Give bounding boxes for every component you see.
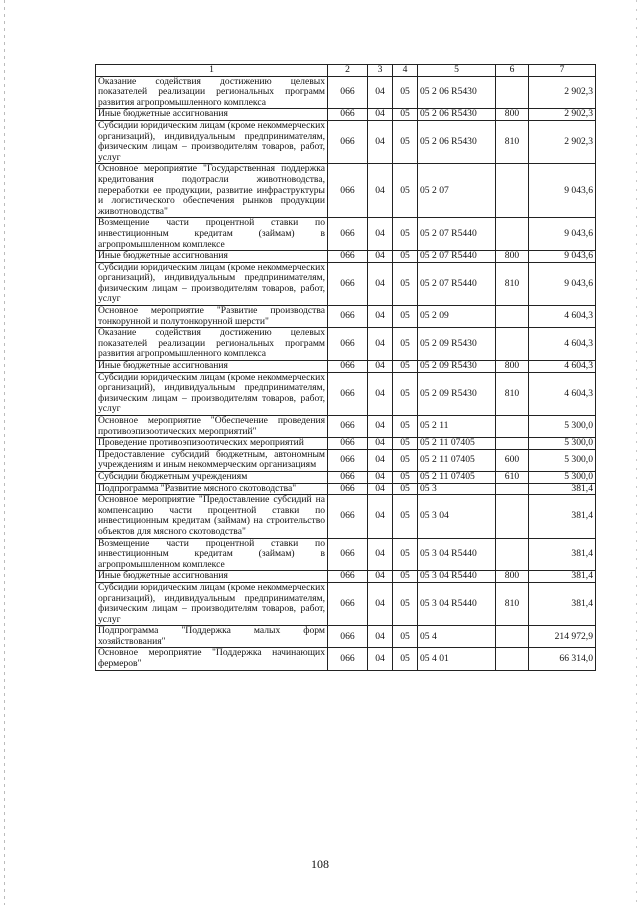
section-code-cell: 04 (368, 495, 393, 538)
row-name-cell: Проведение противоэпизоотических мероприятий (96, 438, 328, 450)
subsection-code-cell: 05 (393, 328, 418, 361)
table-row (96, 582, 596, 625)
ministry-code-cell: 066 (328, 262, 368, 305)
expense-type-cell: 800 (496, 251, 529, 263)
column-number: 5 (418, 65, 496, 77)
table-row (96, 109, 596, 121)
table-row (96, 471, 596, 483)
expense-type-cell: 600 (496, 449, 529, 471)
subsection-code-cell: 05 (393, 495, 418, 538)
amount-cell: 4 604,3 (529, 372, 596, 415)
target-article-cell: 05 2 11 07405 (418, 449, 496, 471)
subsection-code-cell: 05 (393, 120, 418, 163)
row-name-cell: Основное мероприятие "Развитие производства тонкорунной и полутонкорунной шерсти" (96, 306, 328, 328)
column-number: 7 (529, 65, 596, 77)
table-row (96, 372, 596, 415)
ministry-code-cell: 066 (328, 306, 368, 328)
amount-cell: 5 300,0 (529, 471, 596, 483)
table-row (96, 251, 596, 263)
ministry-code-cell: 066 (328, 218, 368, 251)
table-row (96, 416, 596, 438)
subsection-code-cell: 05 (393, 483, 418, 495)
expense-type-cell (496, 76, 529, 109)
section-code-cell: 04 (368, 449, 393, 471)
target-article-cell: 05 2 09 R5430 (418, 361, 496, 373)
ministry-code-cell: 066 (328, 626, 368, 648)
target-article-cell: 05 3 04 R5440 (418, 582, 496, 625)
target-article-cell: 05 2 07 R5440 (418, 262, 496, 305)
target-article-cell: 05 3 04 R5440 (418, 538, 496, 571)
subsection-code-cell: 05 (393, 582, 418, 625)
amount-cell: 9 043,6 (529, 262, 596, 305)
target-article-cell: 05 2 11 (418, 416, 496, 438)
row-name-cell: Основное мероприятие "Поддержка начинающих фермеров" (96, 648, 328, 670)
amount-cell: 381,4 (529, 538, 596, 571)
table-row (96, 262, 596, 305)
column-number: 1 (96, 65, 328, 77)
row-name-cell: Подпрограмма "Поддержка малых форм хозяйствования" (96, 626, 328, 648)
row-name-cell: Иные бюджетные ассигнования (96, 251, 328, 263)
table-row (96, 120, 596, 163)
table-row (96, 626, 596, 648)
section-code-cell: 04 (368, 328, 393, 361)
scan-edge-right (636, 0, 637, 905)
ministry-code-cell: 066 (328, 328, 368, 361)
amount-cell: 9 043,6 (529, 251, 596, 263)
row-name-cell: Подпрограмма "Развитие мясного скотоводства" (96, 483, 328, 495)
row-name-cell: Основное мероприятие "Государственная поддержка кредитования подотрасли животноводства, переработки ее продукции, развитие инфраструктуры и логистического обеспечения рынков продукции животноводства" (96, 164, 328, 218)
row-name-cell: Иные бюджетные ассигнования (96, 571, 328, 583)
table-row (96, 538, 596, 571)
subsection-code-cell: 05 (393, 626, 418, 648)
amount-cell: 66 314,0 (529, 648, 596, 670)
table-row (96, 306, 596, 328)
ministry-code-cell: 066 (328, 582, 368, 625)
row-name-cell: Субсидии юридическим лицам (кроме некоммерческих организаций), индивидуальным предпринимателям, физическим лицам – производителям товаров, работ, услуг (96, 262, 328, 305)
row-name-cell: Субсидии юридическим лицам (кроме некоммерческих организаций), индивидуальным предпринимателям, физическим лицам – производителям товаров, работ, услуг (96, 120, 328, 163)
expense-type-cell: 810 (496, 582, 529, 625)
subsection-code-cell: 05 (393, 164, 418, 218)
amount-cell: 5 300,0 (529, 438, 596, 450)
ministry-code-cell: 066 (328, 571, 368, 583)
section-code-cell: 04 (368, 372, 393, 415)
ministry-code-cell: 066 (328, 416, 368, 438)
table-row (96, 449, 596, 471)
table-row (96, 438, 596, 450)
amount-cell: 4 604,3 (529, 306, 596, 328)
section-code-cell: 04 (368, 109, 393, 121)
expense-type-cell: 800 (496, 571, 529, 583)
subsection-code-cell: 05 (393, 438, 418, 450)
row-name-cell: Оказание содействия достижению целевых показателей реализации региональных программ развития агропромышленного комплекса (96, 328, 328, 361)
amount-cell: 4 604,3 (529, 361, 596, 373)
row-name-cell: Иные бюджетные ассигнования (96, 361, 328, 373)
section-code-cell: 04 (368, 262, 393, 305)
expense-type-cell: 810 (496, 120, 529, 163)
subsection-code-cell: 05 (393, 251, 418, 263)
section-code-cell: 04 (368, 218, 393, 251)
ministry-code-cell: 066 (328, 164, 368, 218)
target-article-cell: 05 2 09 R5430 (418, 328, 496, 361)
row-name-cell: Основное мероприятие "Предоставление субсидий на компенсацию части процентной ставки по инвестиционным кредитам (займам) на строительство объектов для мясного скотоводства" (96, 495, 328, 538)
expense-type-cell: 810 (496, 372, 529, 415)
row-name-cell: Оказание содействия достижению целевых показателей реализации региональных программ развития агропромышленного комплекса (96, 76, 328, 109)
target-article-cell: 05 2 11 07405 (418, 471, 496, 483)
ministry-code-cell: 066 (328, 109, 368, 121)
amount-cell: 9 043,6 (529, 164, 596, 218)
column-number: 4 (393, 65, 418, 77)
budget-table (95, 64, 596, 671)
subsection-code-cell: 05 (393, 571, 418, 583)
target-article-cell: 05 2 06 R5430 (418, 120, 496, 163)
target-article-cell: 05 2 06 R5430 (418, 76, 496, 109)
amount-cell: 5 300,0 (529, 449, 596, 471)
expense-type-cell (496, 328, 529, 361)
amount-cell: 214 972,9 (529, 626, 596, 648)
subsection-code-cell: 05 (393, 416, 418, 438)
target-article-cell: 05 3 04 (418, 495, 496, 538)
ministry-code-cell: 066 (328, 538, 368, 571)
subsection-code-cell: 05 (393, 361, 418, 373)
row-name-cell: Субсидии юридическим лицам (кроме некоммерческих организаций), индивидуальным предпринимателям, физическим лицам – производителям товаров, работ, услуг (96, 372, 328, 415)
expense-type-cell: 810 (496, 262, 529, 305)
ministry-code-cell: 066 (328, 495, 368, 538)
section-code-cell: 04 (368, 251, 393, 263)
subsection-code-cell: 05 (393, 109, 418, 121)
table-body (96, 76, 596, 670)
target-article-cell: 05 4 (418, 626, 496, 648)
table-row (96, 648, 596, 670)
amount-cell: 2 902,3 (529, 109, 596, 121)
table-row (96, 495, 596, 538)
ministry-code-cell: 066 (328, 449, 368, 471)
amount-cell: 381,4 (529, 582, 596, 625)
row-name-cell: Субсидии бюджетным учреждениям (96, 471, 328, 483)
section-code-cell: 04 (368, 76, 393, 109)
subsection-code-cell: 05 (393, 449, 418, 471)
section-code-cell: 04 (368, 438, 393, 450)
subsection-code-cell: 05 (393, 648, 418, 670)
table-row (96, 328, 596, 361)
section-code-cell: 04 (368, 626, 393, 648)
row-name-cell: Возмещение части процентной ставки по инвестиционным кредитам (займам) в агропромышленном комплексе (96, 538, 328, 571)
subsection-code-cell: 05 (393, 538, 418, 571)
subsection-code-cell: 05 (393, 471, 418, 483)
expense-type-cell (496, 306, 529, 328)
target-article-cell: 05 4 01 (418, 648, 496, 670)
target-article-cell: 05 2 07 R5440 (418, 251, 496, 263)
column-number-row (96, 65, 596, 77)
target-article-cell: 05 3 04 R5440 (418, 571, 496, 583)
ministry-code-cell: 066 (328, 483, 368, 495)
target-article-cell: 05 2 07 (418, 164, 496, 218)
amount-cell: 2 902,3 (529, 120, 596, 163)
row-name-cell: Возмещение части процентной ставки по инвестиционным кредитам (займам) в агропромышленном комплексе (96, 218, 328, 251)
section-code-cell: 04 (368, 582, 393, 625)
target-article-cell: 05 3 (418, 483, 496, 495)
subsection-code-cell: 05 (393, 218, 418, 251)
ministry-code-cell: 066 (328, 361, 368, 373)
table-row (96, 218, 596, 251)
column-number: 6 (496, 65, 529, 77)
column-number: 2 (328, 65, 368, 77)
section-code-cell: 04 (368, 120, 393, 163)
ministry-code-cell: 066 (328, 648, 368, 670)
section-code-cell: 04 (368, 648, 393, 670)
scan-edge-left (4, 0, 5, 905)
amount-cell: 381,4 (529, 495, 596, 538)
amount-cell: 9 043,6 (529, 218, 596, 251)
amount-cell: 2 902,3 (529, 76, 596, 109)
ministry-code-cell: 066 (328, 251, 368, 263)
section-code-cell: 04 (368, 164, 393, 218)
expense-type-cell (496, 495, 529, 538)
expense-type-cell: 800 (496, 109, 529, 121)
expense-type-cell (496, 416, 529, 438)
row-name-cell: Субсидии юридическим лицам (кроме некоммерческих организаций), индивидуальным предпринимателям, физическим лицам – производителям товаров, работ, услуг (96, 582, 328, 625)
expense-type-cell (496, 483, 529, 495)
subsection-code-cell: 05 (393, 76, 418, 109)
expense-type-cell: 800 (496, 361, 529, 373)
expense-type-cell (496, 218, 529, 251)
expense-type-cell (496, 438, 529, 450)
row-name-cell: Предоставление субсидий бюджетным, автономным учреждениям и иным некоммерческим организациям (96, 449, 328, 471)
ministry-code-cell: 066 (328, 438, 368, 450)
section-code-cell: 04 (368, 571, 393, 583)
row-name-cell: Основное мероприятие "Обеспечение проведения противоэпизоотических мероприятий" (96, 416, 328, 438)
section-code-cell: 04 (368, 538, 393, 571)
table-row (96, 361, 596, 373)
column-number: 3 (368, 65, 393, 77)
expense-type-cell (496, 648, 529, 670)
subsection-code-cell: 05 (393, 372, 418, 415)
amount-cell: 381,4 (529, 483, 596, 495)
expense-type-cell (496, 538, 529, 571)
expense-type-cell (496, 626, 529, 648)
table-row (96, 571, 596, 583)
subsection-code-cell: 05 (393, 306, 418, 328)
section-code-cell: 04 (368, 471, 393, 483)
amount-cell: 5 300,0 (529, 416, 596, 438)
row-name-cell: Иные бюджетные ассигнования (96, 109, 328, 121)
target-article-cell: 05 2 07 R5440 (418, 218, 496, 251)
subsection-code-cell: 05 (393, 262, 418, 305)
target-article-cell: 05 2 06 R5430 (418, 109, 496, 121)
section-code-cell: 04 (368, 306, 393, 328)
page-number: 108 (311, 857, 329, 871)
section-code-cell: 04 (368, 483, 393, 495)
table-row (96, 76, 596, 109)
amount-cell: 4 604,3 (529, 328, 596, 361)
ministry-code-cell: 066 (328, 471, 368, 483)
ministry-code-cell: 066 (328, 76, 368, 109)
expense-type-cell: 610 (496, 471, 529, 483)
target-article-cell: 05 2 09 (418, 306, 496, 328)
expense-type-cell (496, 164, 529, 218)
ministry-code-cell: 066 (328, 120, 368, 163)
ministry-code-cell: 066 (328, 372, 368, 415)
table-row (96, 483, 596, 495)
target-article-cell: 05 2 11 07405 (418, 438, 496, 450)
section-code-cell: 04 (368, 361, 393, 373)
amount-cell: 381,4 (529, 571, 596, 583)
target-article-cell: 05 2 09 R5430 (418, 372, 496, 415)
section-code-cell: 04 (368, 416, 393, 438)
table-row (96, 164, 596, 218)
